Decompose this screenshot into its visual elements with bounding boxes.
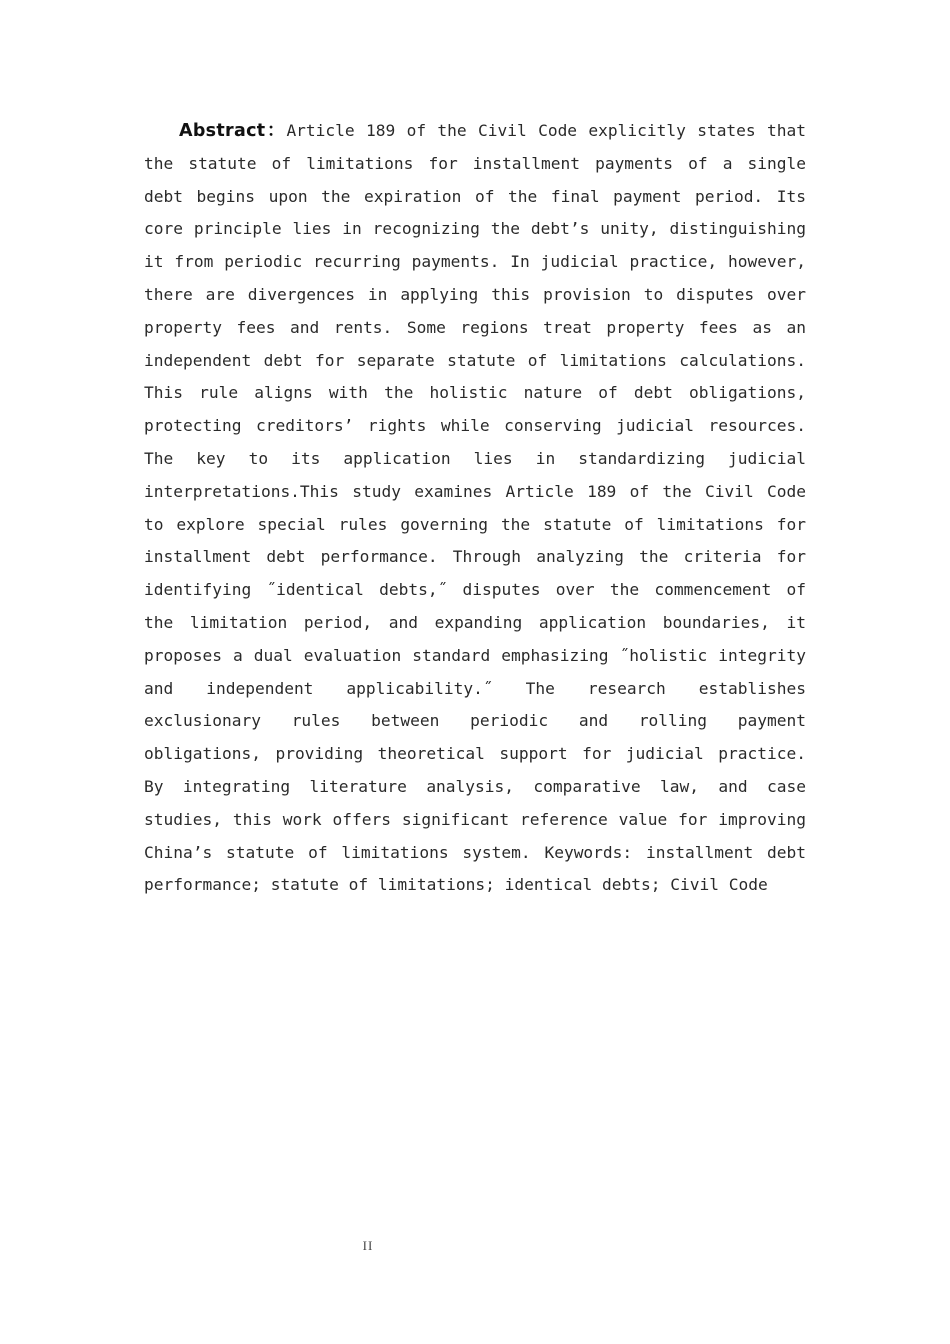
- abstract-text: Article 189 of the Civil Code explicitly states that the statute of limitations for installment payments of a single debt begins upon the expiration of the final payment period. Its core principle lies in recognizing the debt’s unity, distinguishing it from periodic recurring payments. In judicial practice, however, there are divergences in applying this provision to disputes over property fees and rents. Some regions treat property fees as an independent debt for separate statute of limitations calculations. This rule aligns with the holistic nature of debt obligations, protecting creditors’ rights while conserving judicial resources. The key to its application lies in standardizing judicial interpretations.This study examines Article 189 of the Civil Code to explore special rules governing the statute of limitations for installment debt performance. Through analyzing the criteria for identifying ˝identical debts,˝ disputes over the commencement of the limitation period, and expanding application boundaries, it proposes a dual evaluation standard emphasizing ˝holistic integrity and independent applicability.˝ The research establishes exclusionary rules between periodic and rolling payment obligations, providing theoretical support for judicial practice. By integrating literature analysis, comparative law, and case studies, this work offers significant reference value for improving China’s statute of limitations system. Keywords: installment debt performance; statute of limitations; identical debts; Civil Code: [144, 121, 807, 895]
- page-number: II: [362, 1238, 374, 1253]
- abstract-paragraph: [144, 115, 806, 902]
- abstract-label: Abstract：: [179, 121, 287, 141]
